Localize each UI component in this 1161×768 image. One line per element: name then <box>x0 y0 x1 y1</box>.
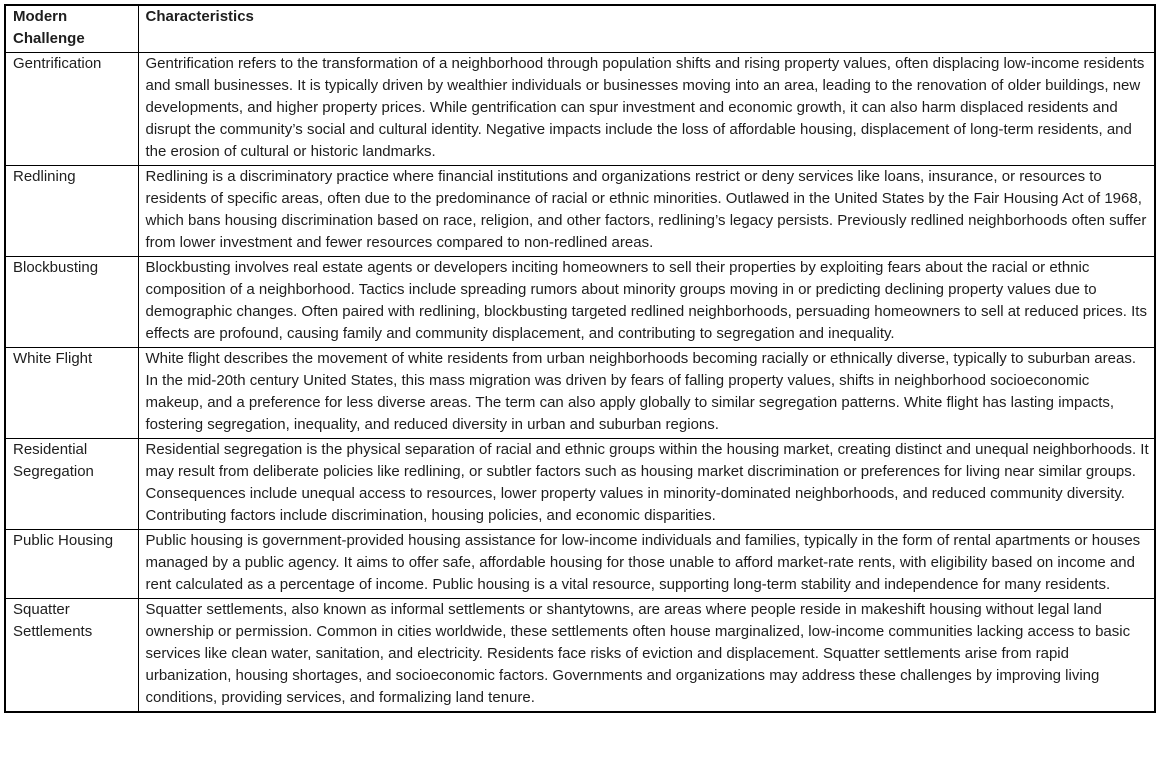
column-header-modern-challenge: Modern Challenge <box>5 5 138 53</box>
header-row <box>5 5 1155 53</box>
challenge-cell: Residential Segregation <box>5 439 138 530</box>
table-row <box>5 166 1155 257</box>
characteristics-cell: White flight describes the movement of white residents from urban neighborhoods becoming racially or ethnically diverse, typically to suburban areas. In the mid-20th century United States, this mass migration was driven by fears of falling property values, shifts in neighborhood socioeconomic makeup, and a preference for less diverse areas. The term can also apply globally to similar segregation patterns. White flight has lasting impacts, fostering segregation, inequality, and reduced diversity in urban and suburban regions. <box>138 348 1155 439</box>
characteristics-cell: Blockbusting involves real estate agents or developers inciting homeowners to sell their properties by exploiting fears about the racial or ethnic composition of a neighborhood. Tactics include spreading rumors about minority groups moving in or predicting declining property values due to demographic changes. Often paired with redlining, blockbusting targeted redlined neighborhoods, persuading homeowners to sell at reduced prices. Its effects are profound, causing family and community displacement, and contributing to segregation and inequality. <box>138 257 1155 348</box>
characteristics-cell: Redlining is a discriminatory practice where financial institutions and organizations restrict or deny services like loans, insurance, or resources to residents of specific areas, often due to the predominance of racial or ethnic minorities. Outlawed in the United States by the Fair Housing Act of 1968, which bans housing discrimination based on race, religion, and other factors, redlining’s legacy persists. Previously redlined neighborhoods often suffer from lower investment and fewer resources compared to non-redlined areas. <box>138 166 1155 257</box>
table-row <box>5 257 1155 348</box>
characteristics-cell: Residential segregation is the physical separation of racial and ethnic groups within the housing market, creating distinct and unequal neighborhoods. It may result from deliberate policies like redlining, or subtler factors such as housing market discrimination or preferences for living near similar groups. Consequences include unequal access to resources, lower property values in minority-dominated neighborhoods, and reduced community diversity. Contributing factors include discrimination, housing policies, and economic disparities. <box>138 439 1155 530</box>
characteristics-cell: Gentrification refers to the transformation of a neighborhood through population shifts and rising property values, often displacing low-income residents and small businesses. It is typically driven by wealthier individuals or businesses moving into an area, leading to the renovation of older buildings, new developments, and higher property prices. While gentrification can spur investment and economic growth, it can also harm displaced residents and disrupt the community’s social and cultural identity. Negative impacts include the loss of affordable housing, displacement of long-term residents, and the erosion of cultural or historic landmarks. <box>138 53 1155 166</box>
table-row <box>5 530 1155 599</box>
challenge-cell: Redlining <box>5 166 138 257</box>
table-row <box>5 439 1155 530</box>
table-row <box>5 599 1155 713</box>
challenge-cell: Squatter Settlements <box>5 599 138 713</box>
table-row <box>5 53 1155 166</box>
characteristics-cell: Squatter settlements, also known as informal settlements or shantytowns, are areas where people reside in makeshift housing without legal land ownership or permission. Common in cities worldwide, these settlements often house marginalized, low-income communities lacking access to basic services like clean water, sanitation, and electricity. Residents face risks of eviction and displacement. Squatter settlements arise from rapid urbanization, housing shortages, and socioeconomic factors. Governments and organizations may address these challenges by improving living conditions, providing services, and formalizing land tenure. <box>138 599 1155 713</box>
column-header-characteristics: Characteristics <box>138 5 1155 53</box>
challenge-cell: Blockbusting <box>5 257 138 348</box>
modern-challenges-table <box>4 4 1156 713</box>
challenge-cell: White Flight <box>5 348 138 439</box>
table-row <box>5 348 1155 439</box>
challenge-cell: Gentrification <box>5 53 138 166</box>
characteristics-cell: Public housing is government-provided housing assistance for low-income individuals and families, typically in the form of rental apartments or houses managed by a public agency. It aims to offer safe, affordable housing for those unable to afford market-rate rents, with eligibility based on income and rent calculated as a percentage of income. Public housing is a vital resource, supporting long-term stability and independence for many residents. <box>138 530 1155 599</box>
challenge-cell: Public Housing <box>5 530 138 599</box>
